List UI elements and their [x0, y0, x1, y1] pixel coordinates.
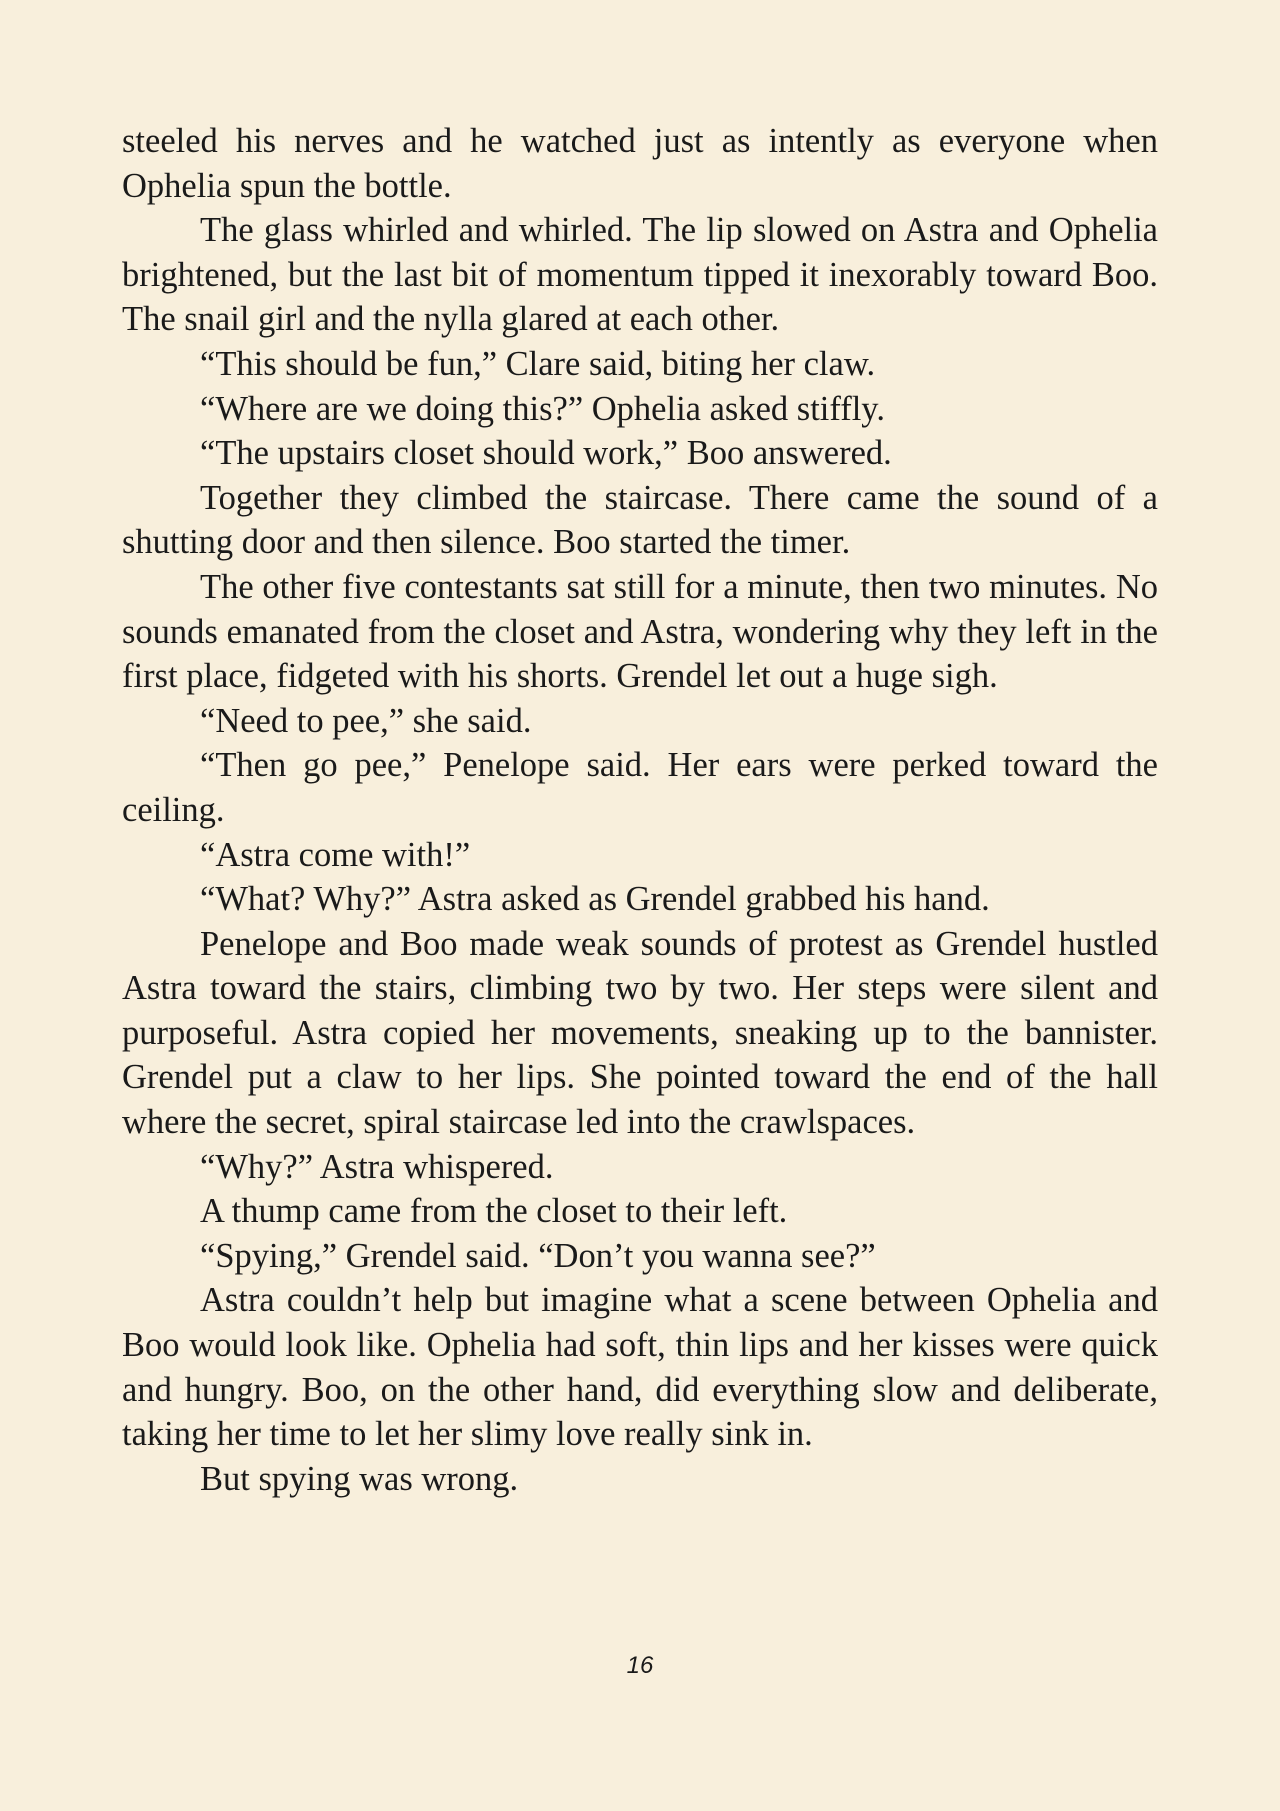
paragraph-17: But spying was wrong. [200, 1459, 519, 1498]
paragraph-3: “This should be fun,” Clare said, biting her claw. [200, 344, 876, 383]
paragraph-2: The glass whirled and whirled. The lip slowed on Astra and Ophelia brightened, but the last bit of momentum tipped it inexorably toward Boo. The snail girl and the nylla glared at each other. [122, 211, 1158, 339]
paragraph-10: “Astra come with!” [200, 835, 471, 874]
paragraph-13: “Why?” Astra whispered. [200, 1147, 554, 1186]
paragraph-7: The other five contestants sat still for a minute, then two minutes. No sounds emanated from the closet and Astra, wondering why they left in the first place, fidgeted with his shorts. Grendel let out a huge sigh. [122, 567, 1158, 696]
paragraph-4: “Where are we doing this?” Ophelia asked stiffly. [200, 389, 885, 428]
page-body [122, 119, 1158, 1501]
paragraph-9: “Then go pee,” Penelope said. Her ears were perked toward the ceiling. [122, 746, 1158, 829]
paragraph-15: “Spying,” Grendel said. “Don’t you wanna see?” [200, 1236, 876, 1275]
paragraph-14: A thump came from the closet to their left. [200, 1192, 788, 1231]
paragraph-6: Together they climbed the staircase. There came the sound of a shutting door and then silence. Boo started the timer. [122, 478, 1158, 562]
paragraph-11: “What? Why?” Astra asked as Grendel grabbed his hand. [200, 880, 990, 919]
paragraph-16: Astra couldn’t help but imagine what a scene between Ophelia and Boo would look like. Ophelia had soft, thin lips and her kisses were quick and hungry. Boo, on the other hand, did everything slow and deliberate, taking her time to let her slimy love really sink in. [122, 1281, 1158, 1454]
paragraph-12: Penelope and Boo made weak sounds of protest as Grendel hustled Astra toward the stairs, climbing two by two. Her steps were silent and purposeful. Astra copied her movements, sneaking up to the bannister. Grendel put a claw to her lips. She pointed toward the end of the hall where the secret, spiral staircase led into the crawlspaces. [122, 924, 1158, 1142]
page-number: 16 [626, 1652, 654, 1679]
paragraph-1: steeled his nerves and he watched just as intently as everyone when Ophelia spun the bottle. [122, 122, 1158, 205]
paragraph-8: “Need to pee,” she said. [200, 701, 532, 740]
paragraph-5: “The upstairs closet should work,” Boo answered. [200, 434, 892, 473]
